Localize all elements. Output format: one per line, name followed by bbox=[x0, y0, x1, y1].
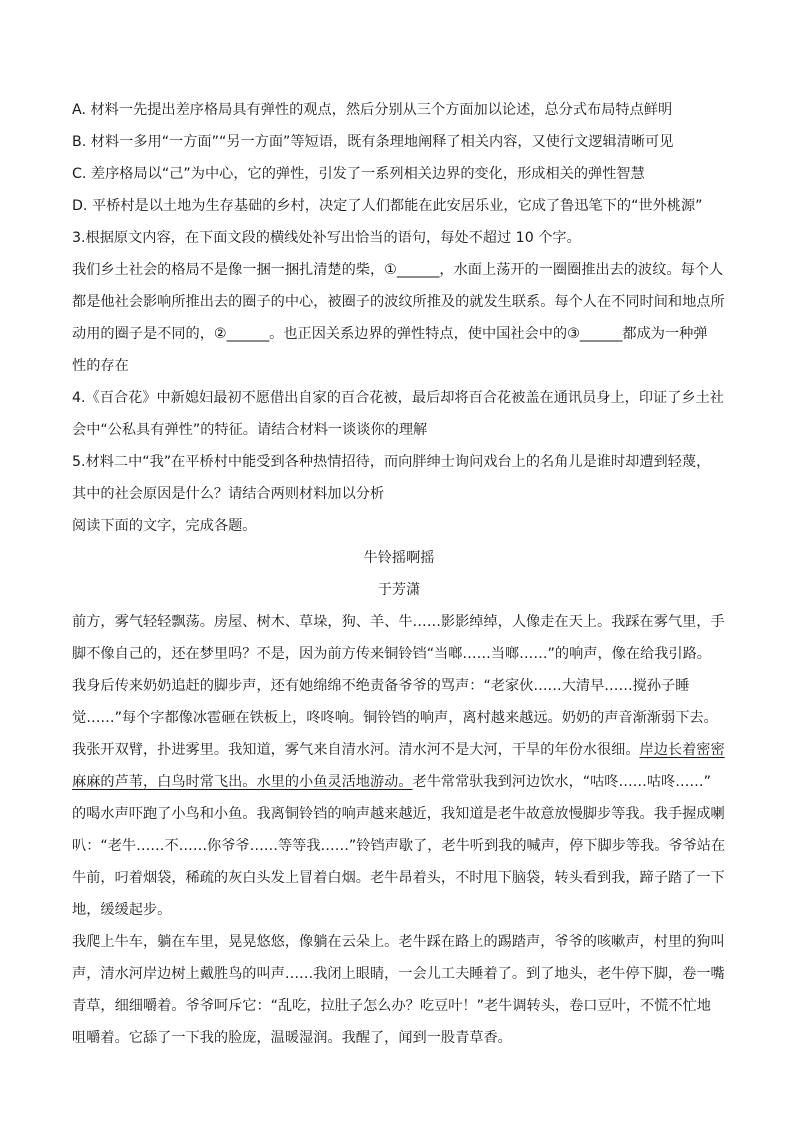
question-4-line: 4.《百合花》中新媳妇最初不愿借出自家的百合花被，最后却将百合花被盖在通讯员身上，印证了乡土社 bbox=[72, 390, 724, 406]
story-paragraph-line: 前方，雾气轻轻飘荡。房屋、树木、草垛，狗、羊、牛……影影绰绰，人像走在天上。我踩在雾气里，手 bbox=[72, 614, 725, 630]
story-paragraph-line: 的喝水声吓跑了小鸟和小鱼。我离铜铃铛的响声越来越近，我知道是老牛故意放慢脚步等我。我手握成喇 bbox=[72, 806, 725, 822]
story-paragraph-line: 咀嚼着。它舔了一下我的脸庞，温暖湿润。我醒了，闻到一股青草香。 bbox=[72, 1030, 512, 1046]
question-5-line: 其中的社会原因是什么？请结合两则材料加以分析 bbox=[72, 486, 385, 502]
question-3-text-line: 动用的圈子是不同的，②______。也正因关系边界的弹性特点，使中国社会中的③______都成为一种弹 bbox=[72, 326, 708, 342]
underlined-text: 麻麻的芦苇，白鸟时常飞出。水里的小鱼灵活地游动。 bbox=[72, 774, 413, 790]
story-text: 我张开双臂，扑进雾里。我知道，雾气来自清水河。清水河不是大河，干旱的年份水很细。 bbox=[72, 742, 640, 758]
story-paragraph-line: 觉……”每个字都像冰雹砸在铁板上，咚咚响。铜铃铛的响声，离村越来越远。奶奶的声音渐渐弱下去。 bbox=[72, 710, 718, 726]
story-paragraph-line: 脚不像自己的，还在梦里吗？不是，因为前方传来铜铃铛“当啷……当啷……”的响声，像在给我引路。 bbox=[72, 646, 711, 662]
story-paragraph-line: 地，缓缓起步。 bbox=[72, 902, 172, 918]
story-paragraph-line: 声，清水河岸边树上戴胜鸟的叫声……我闭上眼睛，一会儿工夫睡着了。到了地头，老牛停下脚，卷一嘴 bbox=[72, 966, 725, 982]
story-title: 牛铃摇啊摇 bbox=[363, 550, 435, 566]
story-author: 于芳潇 bbox=[377, 582, 421, 598]
option-a: A. 材料一先提出差序格局具有弹性的观点，然后分别从三个方面加以论述，总分式布局特点鲜明 bbox=[72, 102, 673, 118]
reading-instruction: 阅读下面的文字，完成各题。 bbox=[72, 518, 257, 534]
option-d: D. 平桥村是以土地为生存基础的乡村，决定了人们都能在此安居乐业，它成了鲁迅笔下的“世外桃源” bbox=[72, 198, 703, 214]
question-4-line: 会中“公私具有弹性”的特征。请结合材料一谈谈你的理解 bbox=[72, 422, 428, 438]
option-c: C. 差序格局以“己”为中心，它的弹性，引发了一系列相关边界的变化，形成相关的弹性智慧 bbox=[72, 166, 645, 182]
underlined-text: 岸边长着密密 bbox=[639, 742, 725, 758]
story-paragraph-line: 青草，细细嚼着。爷爷呵斥它：“乱吃，拉肚子怎么办？吃豆叶！”老牛调转头，卷口豆叶，不慌不忙地 bbox=[72, 998, 711, 1014]
story-paragraph-line: 牛前，叼着烟袋，稀疏的灰白头发上冒着白烟。老牛昂着头，不时甩下脑袋，转头看到我，蹄子踏了一下 bbox=[72, 870, 725, 886]
question-3-text-line: 我们乡土社会的格局不是像一捆一捆扎清楚的柴，①______，水面上荡开的一圈圈推出去的波纹。每个人 bbox=[72, 262, 724, 278]
question-5-line: 5.材料二中“我”在平桥村中能受到各种热情招待，而向胖绅士询问戏台上的名角儿是谁时却遭到轻蔑， bbox=[72, 454, 711, 470]
question-3-text-line: 都是他社会影响所推出去的圈子的中心，被圈子的波纹所推及的就发生联系。每个人在不同时间和地点所 bbox=[72, 294, 725, 310]
story-paragraph-line: 我身后传来奶奶追赶的脚步声，还有她绵绵不绝责备爷爷的骂声：“老家伙……大清早……搅孙子睡 bbox=[72, 678, 690, 694]
question-3-stem: 3.根据原文内容，在下面文段的横线处补写出恰当的语句，每处不超过 10 个字。 bbox=[72, 230, 581, 246]
story-paragraph-line: 我爬上牛车，躺在车里，晃晃悠悠，像躺在云朵上。老牛踩在路上的踢踏声，爷爷的咳嗽声，村里的狗叫 bbox=[72, 934, 725, 950]
document-body bbox=[72, 100, 726, 1060]
story-paragraph-line bbox=[72, 772, 726, 792]
story-text: 老牛常常驮我到河边饮水，“咕咚……咕咚……” bbox=[412, 774, 711, 790]
story-paragraph-line bbox=[72, 740, 726, 760]
option-b: B. 材料一多用“一方面”“另一方面”等短语，既有条理地阐释了相关内容，又使行文逻辑清晰可见 bbox=[72, 134, 674, 150]
story-paragraph-line: 叭：“老牛……不……你爷爷……等等我……”铃铛声歇了，老牛听到我的喊声，停下脚步等我。爷爷站在 bbox=[72, 838, 726, 854]
question-3-text-line: 性的存在 bbox=[72, 358, 129, 374]
